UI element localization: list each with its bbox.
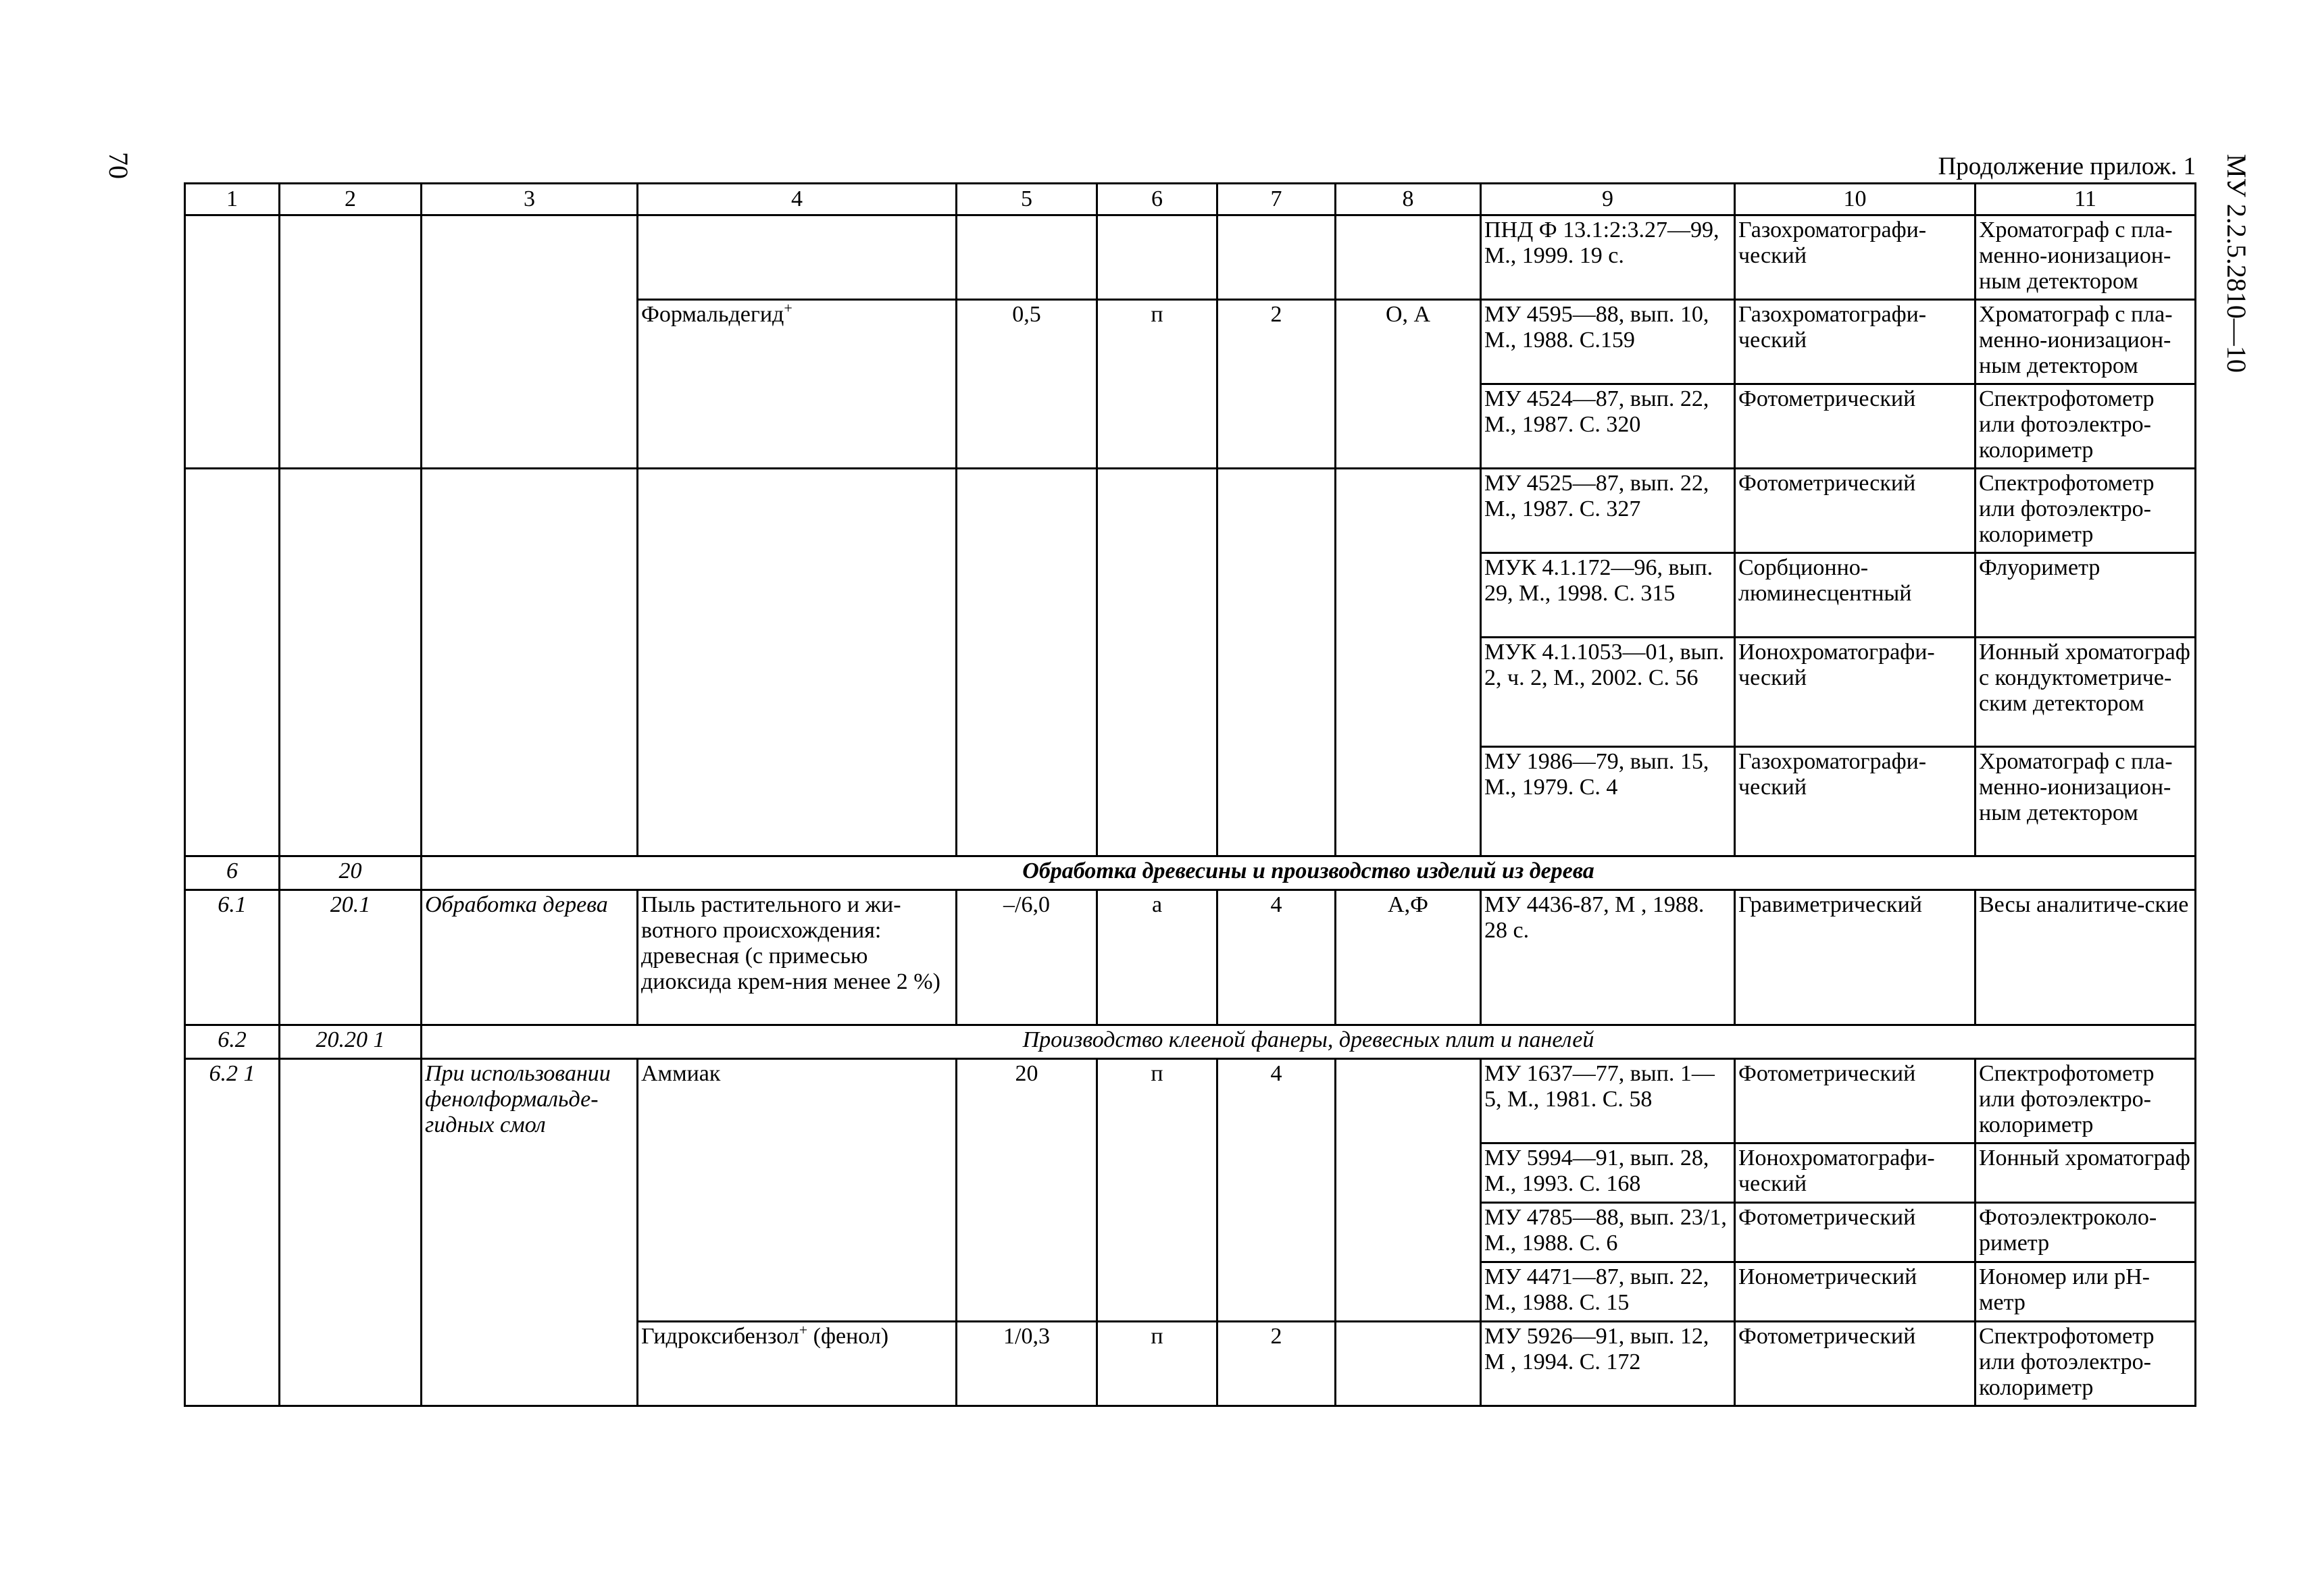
header-cell: 8 (1336, 184, 1481, 215)
section-title: Обработка древесины и производство изделий из дерева (422, 856, 2196, 890)
method-cell: МУ 4595—88, вып. 10, М., 1988. С.159 (1481, 300, 1735, 384)
device-cell: Спектрофотометр или фотоэлектро-колориметр (1976, 384, 2196, 469)
device-cell: Спектрофотометр или фотоэлектро-колориметр (1976, 1322, 2196, 1406)
header-cell: 5 (957, 184, 1097, 215)
process-cell: Обработка дерева (422, 890, 638, 1025)
method-type-cell: Фотометрический (1735, 384, 1976, 469)
method-type-cell: Гравиметрический (1735, 890, 1976, 1025)
method-type-cell: Газохроматографи-ческий (1735, 300, 1976, 384)
table-cell (1336, 215, 1481, 300)
method-cell: МУ 4436-87, М , 1988. 28 с. (1481, 890, 1735, 1025)
device-cell: Хроматограф с пла-менно-ионизацион-ным детектором (1976, 215, 2196, 300)
header-cell: 6 (1097, 184, 1217, 215)
header-cell: 3 (422, 184, 638, 215)
substance-cell (638, 300, 957, 469)
document-code: МУ 2.2.5.2810—10 (2221, 154, 2252, 373)
subsection-okved: 20.20 1 (280, 1025, 422, 1059)
device-cell: Спектрофотометр или фотоэлектро-колориметр (1976, 469, 2196, 553)
mac-cell: 20 (957, 1059, 1097, 1322)
table-cell (1217, 469, 1336, 856)
table-cell (280, 1059, 422, 1406)
method-type-cell: Газохроматографи-ческий (1735, 215, 1976, 300)
header-cell: 4 (638, 184, 957, 215)
state-cell: п (1097, 1059, 1217, 1322)
hazard-class-cell: 4 (1217, 890, 1336, 1025)
table-cell (957, 469, 1097, 856)
process-cell: При использовании фенолформальде-гидных смол (422, 1059, 638, 1406)
subsection-row (185, 1025, 2196, 1059)
page-number: 70 (103, 152, 134, 179)
method-type-cell: Сорбционно-люминесцентный (1735, 553, 1976, 638)
device-cell: Весы аналитиче-ские (1976, 890, 2196, 1025)
method-cell: ПНД Ф 13.1:2:3.27—99, М., 1999. 19 с. (1481, 215, 1735, 300)
item-code: 6.2 1 (185, 1059, 280, 1406)
substance-name-tail: (фенол) (807, 1324, 889, 1349)
item-okved: 20.1 (280, 890, 422, 1025)
table-row (185, 1059, 2196, 1143)
header-cell: 11 (1976, 184, 2196, 215)
hazard-class-cell: 2 (1217, 300, 1336, 469)
method-type-cell: Фотометрический (1735, 1322, 1976, 1406)
action-cell: А,Ф (1336, 890, 1481, 1025)
table-cell (638, 215, 957, 300)
method-cell: МУ 5994—91, вып. 28, М., 1993. С. 168 (1481, 1143, 1735, 1203)
device-cell: Флуориметр (1976, 553, 2196, 638)
table-cell (185, 469, 280, 856)
method-type-cell: Ионохроматографи-ческий (1735, 1143, 1976, 1203)
device-cell: Спектрофотометр или фотоэлектро-колориметр (1976, 1059, 2196, 1143)
substance-cell (638, 1322, 957, 1406)
mac-cell: 1/0,3 (957, 1322, 1097, 1406)
mac-cell: –/6,0 (957, 890, 1097, 1025)
method-cell: МУК 4.1.172—96, вып. 29, М., 1998. С. 315 (1481, 553, 1735, 638)
skin-mark: + (784, 299, 793, 317)
action-cell (1336, 1059, 1481, 1322)
method-cell: МУ 1986—79, вып. 15, М., 1979. С. 4 (1481, 747, 1735, 856)
device-cell: Хроматограф с пла-менно-ионизацион-ным детектором (1976, 747, 2196, 856)
method-type-cell: Фотометрический (1735, 1059, 1976, 1143)
device-cell: Фотоэлектроколо-риметр (1976, 1203, 2196, 1262)
header-cell: 2 (280, 184, 422, 215)
section-code: 6 (185, 856, 280, 890)
mac-cell: 0,5 (957, 300, 1097, 469)
header-cell: 1 (185, 184, 280, 215)
method-cell: МУ 4471—87, вып. 22, М., 1988. С. 15 (1481, 1262, 1735, 1322)
continuation-note: Продолжение прилож. 1 (1938, 153, 2196, 180)
table-cell (280, 215, 422, 469)
subsection-code: 6.2 (185, 1025, 280, 1059)
device-cell: Ионный хроматограф с кондуктометриче-ским детектором (1976, 638, 2196, 747)
hazard-class-cell: 2 (1217, 1322, 1336, 1406)
section-okved: 20 (280, 856, 422, 890)
action-cell: О, А (1336, 300, 1481, 469)
method-cell: МУ 4525—87, вып. 22, М., 1987. С. 327 (1481, 469, 1735, 553)
header-cell: 9 (1481, 184, 1735, 215)
section-row (185, 856, 2196, 890)
method-type-cell: Ионометрический (1735, 1262, 1976, 1322)
method-type-cell: Фотометрический (1735, 1203, 1976, 1262)
method-cell: МУ 4524—87, вып. 22, М., 1987. С. 320 (1481, 384, 1735, 469)
substance-cell: Аммиак (638, 1059, 957, 1322)
item-code: 6.1 (185, 890, 280, 1025)
table-cell (280, 469, 422, 856)
state-cell: п (1097, 1322, 1217, 1406)
action-cell (1336, 1322, 1481, 1406)
state-cell: п (1097, 300, 1217, 469)
table-cell (1217, 215, 1336, 300)
header-cell: 10 (1735, 184, 1976, 215)
appendix-table (184, 182, 2196, 1407)
header-row (185, 184, 2196, 215)
table-row (185, 469, 2196, 553)
table-cell (1336, 469, 1481, 856)
method-cell: МУ 5926—91, вып. 12, М , 1994. С. 172 (1481, 1322, 1735, 1406)
method-type-cell: Газохроматографи-ческий (1735, 747, 1976, 856)
header-cell: 7 (1217, 184, 1336, 215)
substance-name: Формальдегид (641, 302, 784, 327)
device-cell: Хроматограф с пла-менно-ионизацион-ным детектором (1976, 300, 2196, 384)
table-cell (185, 215, 280, 469)
subsection-title: Производство клееной фанеры, древесных плит и панелей (422, 1025, 2196, 1059)
table-cell (638, 469, 957, 856)
device-cell: Ионный хроматограф (1976, 1143, 2196, 1203)
substance-cell: Пыль растительного и жи-вотного происхождения: древесная (с примесью диоксида крем-ния менее 2 %) (638, 890, 957, 1025)
device-cell: Иономер или pH-метр (1976, 1262, 2196, 1322)
method-type-cell: Ионохроматографи-ческий (1735, 638, 1976, 747)
table-cell (957, 215, 1097, 300)
substance-name: Гидроксибензол (641, 1324, 799, 1349)
method-cell: МУК 4.1.1053—01, вып. 2, ч. 2, М., 2002. С. 56 (1481, 638, 1735, 747)
table-cell (422, 469, 638, 856)
hazard-class-cell: 4 (1217, 1059, 1336, 1322)
state-cell: а (1097, 890, 1217, 1025)
method-cell: МУ 4785—88, вып. 23/1, М., 1988. С. 6 (1481, 1203, 1735, 1262)
table-cell (1097, 215, 1217, 300)
method-cell: МУ 1637—77, вып. 1—5, М., 1981. С. 58 (1481, 1059, 1735, 1143)
method-type-cell: Фотометрический (1735, 469, 1976, 553)
table-row (185, 890, 2196, 1025)
skin-mark: + (799, 1321, 808, 1339)
table-cell (422, 215, 638, 469)
table-row (185, 215, 2196, 300)
table-cell (1097, 469, 1217, 856)
